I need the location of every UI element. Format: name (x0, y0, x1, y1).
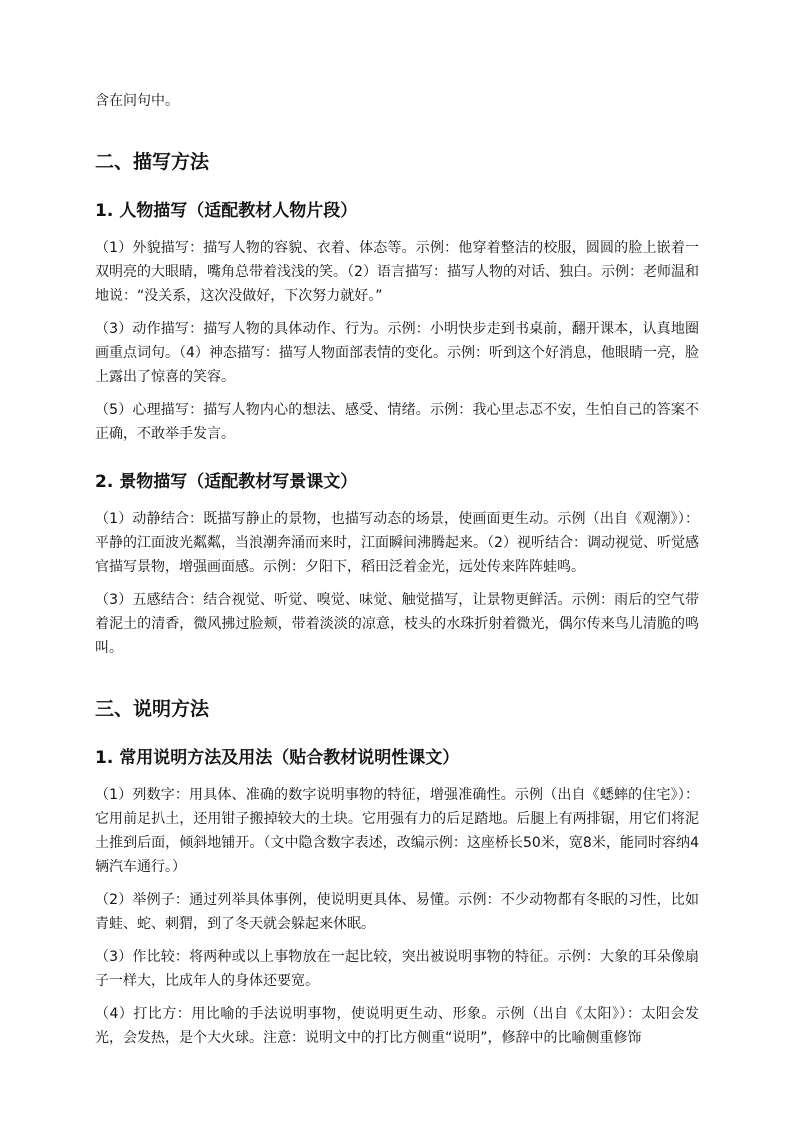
paragraph: （1）外貌描写：描写人物的容貌、衣着、体态等。示例：他穿着整洁的校服，圆圆的脸上嵌着一双明亮的大眼睛，嘴角总带着浅浅的笑。（2）语言描写：描写人物的对话、独白。示例：老师温和地说：“没关系，这次没做好，下次努力就好。” (95, 240, 699, 304)
paragraph: （5）心理描写：描写人物内心的想法、感受、情绪。示例：我心里忐忑不安，生怕自己的答案不正确，不敢举手发言。 (95, 402, 699, 442)
subsection-heading: 1. 人物描写（适配教材人物片段） (95, 201, 358, 221)
paragraph: （3）五感结合：结合视觉、听觉、嗅觉、味觉、触觉描写，让景物更鲜活。示例：雨后的空气带着泥土的清香，微风拂过脸颊，带着淡淡的凉意，枝头的水珠折射着微光，偶尔传来鸟儿清脆的鸣叫。 (95, 592, 699, 656)
subsection-heading: 2. 景物描写（适配教材写景课文） (95, 472, 358, 492)
section-heading: 二、描写方法 (95, 151, 210, 173)
section-heading: 三、说明方法 (95, 698, 210, 720)
paragraph: （1）列数字：用具体、准确的数字说明事物的特征，增强准确性。示例（出自《蟋蟀的住宅》）：它用前足扒土，还用钳子搬掉较大的土块。它用强有力的后足踏地。后腿上有两排锯，用它们将泥土推到后面，倾斜地铺开。（文中隐含数字表述，改编示例：这座桥长50米，宽8米，能同时容纳4辆汽车通行。） (95, 787, 699, 875)
continuation-text: 含在问句中。 (95, 93, 179, 109)
paragraph: （3）动作描写：描写人物的具体动作、行为。示例：小明快步走到书桌前，翻开课本，认真地圈画重点词句。（4）神态描写：描写人物面部表情的变化。示例：听到这个好消息，他眼睛一亮，脸上露出了惊喜的笑容。 (95, 321, 699, 385)
paragraph: （3）作比较：将两种或以上事物放在一起比较，突出被说明事物的特征。示例：大象的耳朵像扇子一样大，比成年人的身体还要宽。 (95, 949, 699, 989)
paragraph: （4）打比方：用比喻的手法说明事物，使说明更生动、形象。示例（出自《太阳》）：太阳会发光，会发热，是个大火球。注意：说明文中的打比方侧重“说明”，修辞中的比喻侧重修饰 (95, 1006, 699, 1046)
paragraph: （1）动静结合：既描写静止的景物，也描写动态的场景，使画面更生动。示例（出自《观潮》）：平静的江面波光粼粼，当浪潮奔涌而来时，江面瞬间沸腾起来。（2）视听结合：调动视觉、听觉感官描写景物，增强画面感。示例：夕阳下，稻田泛着金光，远处传来阵阵蛙鸣。 (95, 511, 699, 575)
subsection-heading: 1. 常用说明方法及用法（贴合教材说明性课文） (95, 748, 460, 768)
paragraph: （2）举例子：通过列举具体事例，使说明更具体、易懂。示例：不少动物都有冬眠的习性，比如青蛙、蛇、刺猬，到了冬天就会躲起来休眠。 (95, 892, 699, 932)
